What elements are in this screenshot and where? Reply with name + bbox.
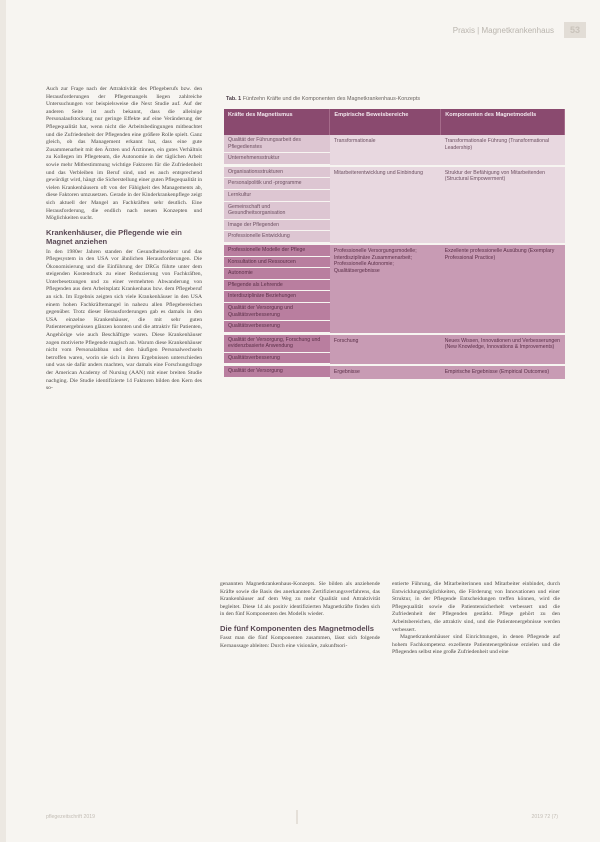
page-edge: [0, 0, 6, 842]
table-group-row: [224, 366, 565, 379]
binding-mark: [296, 810, 298, 824]
paragraph: Auch zur Frage nach der Attraktivität des Pflegeberufs bzw. den Herausforderungen der Pflegemangels liegen zahlreiche Untersuchungen vor beispielsweise die Next Studie auf. Auf der anderen Seite ist auch bekannt, dass die alleinige Personalaufstockung nur geringe Effekte auf eine Veränderung der Pflegequalität hat, wenn nicht die Arbeitsbedingungen mitbeachtet und die Zufriedenheit der Pflegenden eine größere Rolle spielt. Ganz gleich, ob das Management erkannt hat, dass eine gute Zusammenarbeit mit den Ärzten und Ärztinnen, ein gutes Verhältnis zu Kollegen im Pflegeteam, die Autonomie in der täglichen Arbeit sowie mehr Mitbestimmung wichtige Faktoren für die Zufriedenheit und das Verbleiben im Beruf sind, und es auch entsprechend gewürdigt wird, hängt die Sicherstellung einer guten Pflegequalität in vielen Krankenhäusern oft von der Fähigkeit des Managements ab, diese Faktoren umzusetzen. Gerade in der Kinderkrankenpflege zeigt sich aktuell der Mangel an Fachkräften sehr deutlich. Eine Herausforderung, die endlich nach neuen Konzepten und Möglichkeiten sucht.: [46, 86, 202, 222]
table-group-row: [224, 167, 565, 243]
force-item: Autonomie: [224, 268, 330, 280]
evidence-text: Forschung: [333, 337, 359, 344]
middle-column: [220, 581, 380, 651]
table-group-row: [224, 135, 565, 165]
evidence-text: Ergebnisse: [333, 369, 360, 376]
section-heading: Krankenhäuser, die Pflegende wie ein Magnet anziehen: [46, 227, 182, 247]
forces-cell: [224, 135, 330, 165]
table-body: [224, 135, 565, 381]
force-item: Qualität der Führungsarbeit des Pflegedienstes: [224, 135, 330, 153]
component-cell: [441, 167, 565, 243]
evidence-cell: [330, 245, 441, 333]
evidence-cell: [330, 366, 441, 379]
paragraph: Fasst man die fünf Komponenten zusammen, lässt sich folgende Kernaussage ableiten: Durch eine visionäre, zukunftsori-: [220, 635, 380, 649]
table-spacer: [224, 379, 565, 381]
section-title: Praxis | Magnetkrankenhaus: [452, 25, 554, 35]
force-item: Qualitätsverbesserung: [224, 321, 330, 333]
component-text: Empirische Ergebnisse (Empirical Outcomes): [444, 369, 550, 376]
force-item: Qualität der Versorgung und Qualitätsverbesserung: [224, 303, 330, 321]
section-heading: Die fünf Komponenten des Magnetmodells: [220, 623, 374, 633]
spacer-cell: [224, 379, 565, 381]
component-cell: [441, 245, 565, 333]
evidence-text: Mitarbeiterentwicklung und Einbindung: [333, 169, 423, 176]
force-item: Pflegende als Lehrende: [224, 280, 330, 292]
evidence-text: Professionelle Versorgungsmodelle; Interdisziplinäre Zusammenarbeit; Professionelle Autonomie; Qualitätsergebnisse: [333, 247, 417, 274]
paragraph: Magnetkrankenhäuser sind Einrichtungen, in denen Pflegende auf hohem Fachkompetenz exzellente Patientenergebnisse erzielen und die Pflegenden selbst eine große Zufriedenheit und eine: [392, 634, 560, 656]
force-item: Personalpolitik und -programme: [224, 178, 330, 190]
magnet-forces-table: [224, 109, 565, 381]
paragraph: In den 1980er Jahren standen der Gesundheitssektor und das Pflegesystem in den USA vor ähnlichen Herausforderungen. Die Ökonomisierung und die Einführung der DRGs führte unter dem steigenden Kostendruck zu einer Reduzierung von Fachkräften, Unterbesetzungen und zu einer vermehrten Abwanderung von Pflegenden aus dem Arbeitsplatz Krankenhaus bzw. dem Pflegeberuf an sich. Im Ergebnis zeigten sich viele Krankenhäuser in den USA einem hohen Fachkräftemangel in nahezu allen Pflegebereichen gegenüber. Trotz dieser Herausforderungen gab es damals in den USA einzelne Krankenhäuser, die mit sehr guten Patientenergebnissen glänzen konnten und die attraktiv für Patienten, Angehörige wie auch Beschäftigte waren. Diese Krankenhäuser zogen motivierte Pflegende magisch an. Warum diese Krankenhäuser nicht vom Personalabbau und den häufigen Personalwechseln betroffen waren, worin sie sich in ihren Ergebnissen unterschieden und was sie dafür anders machten, war damals eine Forschungsfrage der American Academy of Nursing (AAN) mit einer breiten Studie nachging. Die Studie identifizierte 14 Faktoren bilden den Kern des so-: [46, 248, 202, 392]
component-text: Exzellente professionelle Ausübung (Exemplary Professional Practice): [444, 247, 555, 261]
component-cell: [441, 366, 565, 379]
forces-cell: [224, 366, 330, 379]
paragraph: entierte Führung, die Mitarbeiterinnen und Mitarbeiter einbindet, durch Entwicklungsmöglichkeiten, die Förderung von Innovationen und einer Struktur, in der Pflegende Entscheidungen treffen können, wird die Pflegequalität sowie die Patientensicherheit verbessert und die Zufriedenheit der Pflegenden gestärkt. Pflege gehört zu den Arbeitsbereichen, die attraktiv sind, und die Patientenergebnisse werden verbessert.: [392, 581, 560, 633]
table-header-row: [224, 109, 565, 135]
forces-cell: [224, 167, 330, 243]
header-forces: Kräfte des Magnetismus: [224, 109, 330, 135]
force-item: Qualität der Versorgung, Forschung und evidenzbasierte Anwendung: [224, 335, 330, 353]
evidence-text: Transformationale: [333, 138, 376, 144]
paragraph: genannten Magnetkrankenhaus-Konzepts. Sie bilden als anziehende Kräfte sowie die Basis des anerkannten Zertifizierungsverfahrens, das Krankenhäuser auf dem Weg zu mehr Qualität und Attraktivität begleitet. Diese 14 als positiv identifizierten Magnetkräfte finden sich in den fünf Komponenten des Modells wieder.: [220, 581, 380, 618]
footer-issue: 2019 72 (7): [531, 814, 558, 820]
table-caption-text: Fünfzehn Kräfte und die Komponenten des Magnetkrankenhaus-Konzepts: [242, 96, 421, 102]
header-evidence: Empirische Beweisbereiche: [330, 109, 441, 135]
header-components: Komponenten des Magnetmodells: [441, 109, 565, 135]
component-cell: [441, 135, 565, 165]
running-header: [453, 22, 586, 38]
forces-cell: [224, 335, 330, 365]
table-group-row: [224, 245, 565, 333]
force-item: Professionelle Modelle der Pflege: [224, 245, 330, 257]
force-item: Unternehmensstruktur: [224, 153, 330, 165]
table-group-row: [224, 335, 565, 365]
evidence-cell: [330, 335, 441, 365]
force-item: Interdisziplinäre Beziehungen: [224, 291, 330, 303]
evidence-cell: [330, 167, 441, 243]
component-text: Transformationale Führung (Transformational Leadership): [444, 138, 549, 151]
table-caption: [226, 96, 566, 102]
table-label: Tab. 1: [226, 96, 242, 102]
left-column: [46, 86, 202, 393]
component-cell: [441, 335, 565, 365]
component-text: Neues Wissen, Innovationen und Verbesserungen (New Knowledge, Innovations & Improvements): [444, 337, 561, 351]
force-item: Gemeinschaft und Gesundheitsorganisation: [224, 202, 330, 220]
page-number: 53: [564, 22, 586, 38]
force-item: Konsultation und Ressourcen: [224, 257, 330, 269]
component-text: Struktur der Befähigung von Mitarbeitenden (Structural Empowerment): [444, 169, 546, 183]
force-item: Professionelle Entwicklung: [224, 231, 330, 243]
force-item: Qualitätsverbesserung: [224, 353, 330, 365]
footer-journal: pflegezeitschrift 2019: [46, 814, 96, 820]
force-item: Lernkultur: [224, 190, 330, 202]
force-item: Qualität der Versorgung: [224, 366, 330, 378]
force-item: Image der Pflegenden: [224, 220, 330, 232]
forces-cell: [224, 245, 330, 333]
force-item: Organisationsstrukturen: [224, 167, 330, 179]
right-column: [392, 581, 560, 657]
evidence-cell: [330, 135, 441, 165]
